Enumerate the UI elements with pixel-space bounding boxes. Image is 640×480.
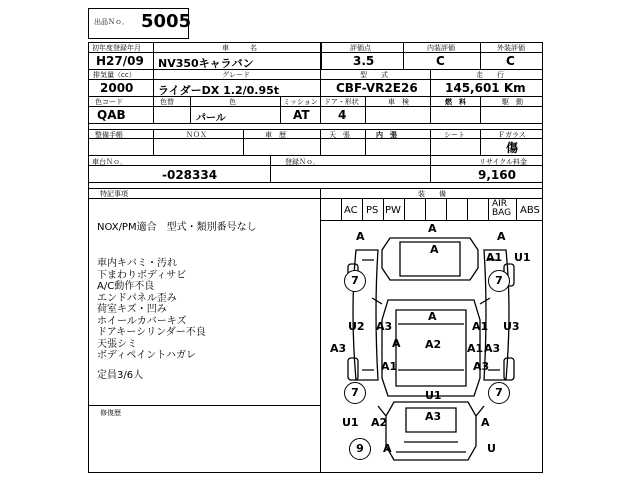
front-glass-value: 傷: [506, 141, 519, 155]
color-code-value: QAB: [97, 108, 126, 122]
damage-mark: A2: [371, 416, 388, 429]
seat-label: シート: [444, 131, 465, 139]
nox-label: ＮＯＸ: [186, 131, 207, 139]
color-label: 色: [229, 98, 236, 106]
circled-mark: 9: [349, 438, 371, 460]
mileage-value: 145,601 Km: [445, 81, 526, 95]
grade-label: グレード: [222, 71, 250, 79]
mileage-label: 走 行: [476, 71, 504, 79]
inspection-label: 車 検: [388, 98, 409, 106]
interior-grade-value: C: [436, 54, 445, 68]
damage-mark: A1: [467, 342, 484, 355]
damage-mark: U2: [348, 320, 365, 333]
lot-label: 出品Ｎｏ．: [94, 18, 129, 26]
damage-mark: A: [383, 442, 392, 455]
headliner-label: 天 張: [329, 131, 350, 139]
damage-mark: U1: [514, 251, 531, 264]
damage-mark: A3: [473, 360, 490, 373]
first-registration-value: H27/09: [96, 54, 144, 68]
exterior-grade-label: 外装評価: [497, 44, 525, 52]
remark-item: 下まわりボディサビ: [97, 269, 187, 281]
car-name-value: NV350キャラバン: [158, 57, 254, 70]
grade-value: ライダーDX 1.2/0.95t: [158, 84, 280, 97]
remarks-list: [97, 258, 206, 362]
damage-mark: A3: [376, 320, 393, 333]
chassis-number-label: 車台Ｎｏ．: [92, 158, 127, 166]
equipment-pw: PW: [385, 205, 401, 216]
drive-label: 駆 動: [502, 98, 523, 106]
transmission-label: ミッション: [283, 98, 318, 106]
equipment-ps: PS: [366, 205, 379, 216]
remarks-label: 特記事項: [100, 190, 128, 198]
displacement-value: 2000: [100, 81, 134, 95]
color-value: パール: [196, 113, 226, 124]
score-label: 評価点: [350, 44, 371, 52]
damage-mark: A: [481, 416, 490, 429]
equipment-ac: AC: [344, 205, 358, 216]
damage-mark: A3: [484, 342, 501, 355]
remark-item: エンドパネル歪み: [97, 292, 177, 304]
damage-mark: A1: [486, 251, 503, 264]
damage-mark: A1: [472, 320, 489, 333]
damage-mark: A: [356, 230, 365, 243]
circled-mark: 7: [344, 382, 366, 404]
remark-item: 天張シミ: [97, 338, 137, 350]
chassis-number-value: -028334: [162, 168, 218, 182]
fuel-label: 燃 料: [445, 98, 466, 106]
damage-mark: A1: [381, 360, 398, 373]
transmission-value: AT: [293, 108, 310, 122]
exterior-grade-value: C: [506, 54, 515, 68]
damage-mark: A: [392, 337, 401, 350]
damage-mark: A: [428, 310, 437, 323]
model-code-label: 型 式: [360, 71, 388, 79]
damage-mark: A2: [425, 338, 442, 351]
damage-mark: A3: [330, 342, 347, 355]
damage-mark: U3: [503, 320, 520, 333]
door-shape-label: ドア・形状: [324, 98, 359, 106]
front-glass-label: Ｆガラス: [498, 131, 526, 139]
registration-number-label: 登録Ｎｏ．: [285, 158, 320, 166]
seating-capacity: 定員3/6人: [97, 370, 144, 381]
color-code-label: 色コード: [95, 98, 123, 106]
damage-mark: A3: [425, 410, 442, 423]
remark-item: ボディペイントハガレ: [97, 350, 196, 361]
remark-item: ドアキーシリンダー不良: [97, 327, 206, 338]
recycle-fee-label: リサイクル料金: [479, 158, 528, 166]
remark-item: A/C動作不良: [97, 281, 155, 292]
equipment-label: 装 備: [418, 190, 446, 198]
circled-mark: 7: [488, 270, 510, 292]
circled-mark: 7: [344, 270, 366, 292]
displacement-label: 排気量（cc）: [93, 71, 136, 79]
door-count-value: 4: [338, 108, 347, 122]
damage-mark: A: [428, 222, 437, 235]
damage-mark: A: [430, 243, 439, 256]
color-change-label: 色替: [160, 98, 174, 106]
first-registration-label: 初年度登録年月: [92, 44, 141, 52]
remark-item: ホイールカバーキズ: [97, 315, 187, 327]
nox-compliance-note: NOX/PM適合 型式・類別番号なし: [97, 222, 257, 233]
score-value: 3.5: [353, 54, 375, 68]
equipment-airbag: AIR BAG: [492, 199, 512, 218]
interior-grade-label: 内装評価: [427, 44, 455, 52]
recycle-fee-value: 9,160: [478, 168, 516, 182]
circled-mark: 7: [488, 382, 510, 404]
damage-mark: U: [487, 442, 496, 455]
lot-number: 5005: [141, 11, 192, 32]
damage-mark: U1: [342, 416, 359, 429]
model-code-value: CBF-VR2E26: [336, 81, 418, 95]
damage-mark: A: [497, 230, 506, 243]
repair-history-label: 修復歴: [100, 409, 121, 417]
remark-item: 荷室キズ・凹み: [97, 304, 167, 315]
interior-trim-label: 内 張: [376, 131, 397, 139]
damage-mark: U1: [425, 389, 442, 402]
equipment-abs: ABS: [520, 205, 540, 216]
maintenance-book-label: 整備手帳: [95, 131, 123, 139]
car-name-label: 車 名: [222, 44, 257, 52]
car-history-label: 車 歴: [265, 131, 286, 139]
remark-item: 車内キバミ・汚れ: [97, 258, 177, 269]
